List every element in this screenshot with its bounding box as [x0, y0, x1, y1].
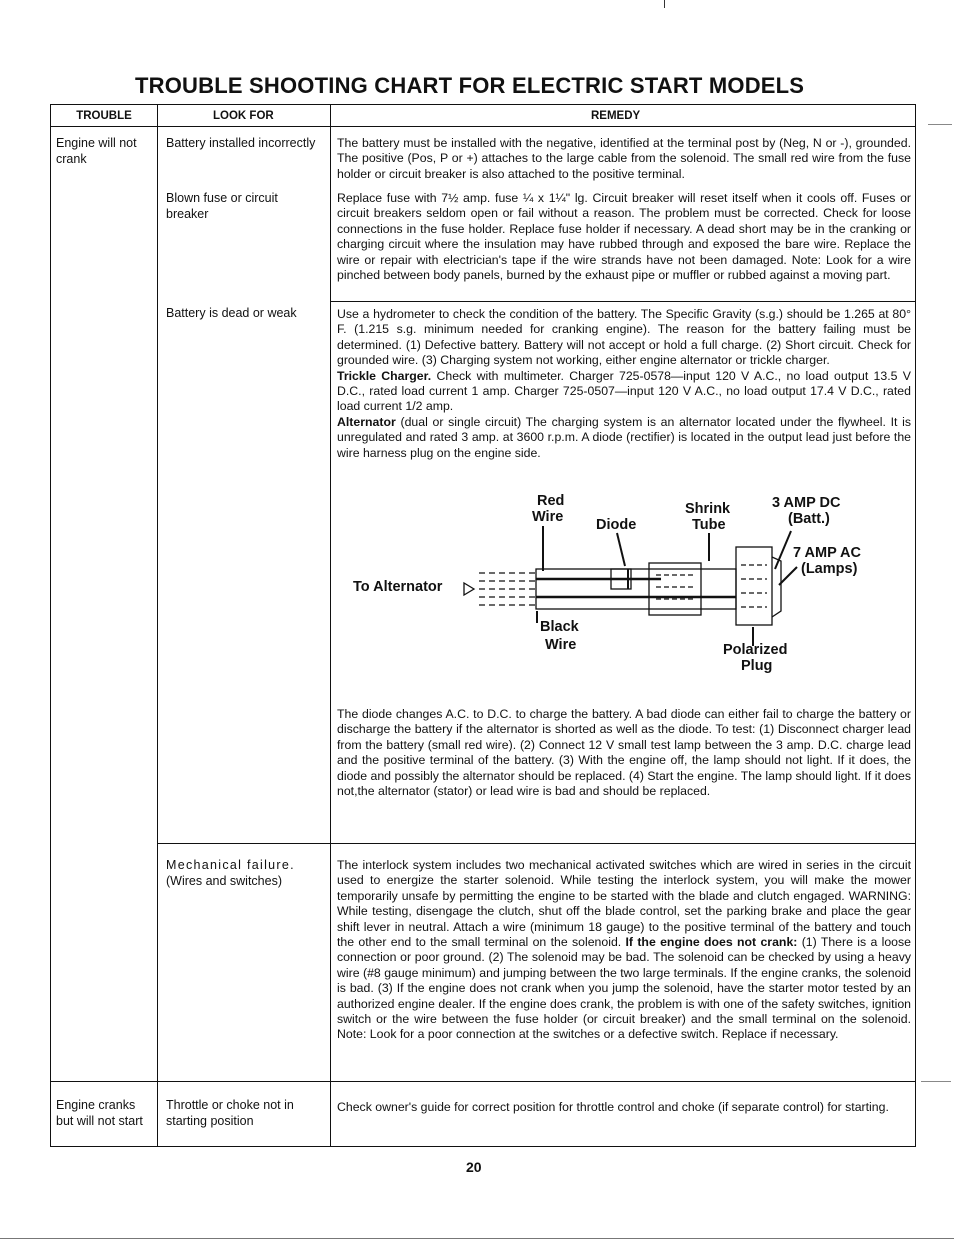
page-number: 20 — [466, 1159, 482, 1175]
remedy-cell — [331, 369, 915, 415]
label-red-wire: Wire — [532, 509, 564, 526]
connector-arrow — [464, 583, 474, 595]
shrink-tube — [649, 563, 701, 615]
look-for-cell: Throttle or choke not in starting position — [166, 1098, 294, 1128]
trickle-label: Trickle Charger. — [337, 368, 432, 383]
label-3-amp-dc: 3 AMP DC — [772, 495, 841, 512]
table-row — [51, 127, 915, 1081]
trickle-text: Check with multimeter. Charger 725-0578—input 120 V A.C., no load output 13.5 V D.C., rated load current 1 amp. Charger 725-0507—input 120 V A.C., no load output 17.4 V D.C., rated load current 1/2 amp. — [337, 368, 911, 414]
trouble-cell: Engine cranks but will not start — [51, 1082, 158, 1146]
table-header — [51, 105, 915, 127]
scan-mark-side — [928, 124, 952, 125]
label-7-amp-ac: 7 AMP AC — [793, 545, 861, 562]
label-diode: Diode — [596, 517, 637, 534]
remedy-cell: Use a hydrometer to check the condition of the battery. The Specific Gravity (s.g.) should be 1.265 at 80° F. (1.215 s.g. minimum needed for cranking engine). The reason for the battery failing must be determined. (1) Defective battery. Battery will not accept or hold a full charge. (2) Short circuit. Check for grounded wire. (3) Charging system not working, either engine alternator or trickle charger. — [337, 307, 911, 368]
remedy-cell: The battery must be installed with the negative, identified at the terminal post by (Neg, N or -), grounded. The positive (Pos, P or +) attaches to the large cable from the solenoid. The small red wire from the fuse holder or circuit breaker is also attached to the positive terminal. — [337, 136, 911, 181]
leader-3-amp-dc — [775, 531, 791, 569]
label-7-amp-ac: (Lamps) — [801, 561, 858, 578]
label-black-wire: Wire — [545, 637, 577, 654]
label-black-wire: Black — [540, 619, 579, 636]
wire-bundle — [479, 573, 536, 605]
header-trouble: TROUBLE — [51, 105, 158, 126]
scan-mark-top — [664, 0, 665, 8]
label-polarized-plug: Polarized — [723, 642, 788, 659]
remedy-cell: The diode changes A.C. to D.C. to charge the battery. A bad diode can either fail to charge the battery or discharge the battery if the alternator is shorted as well as the diode. To test: (1) Disconnect charger lead from the battery (small red wire). (2) Connect 12 V small test lamp between the 3 amp. D.C. charge lead and the positive terminal of the battery. (3) With the engine off, the lamp should not light. If it does, the diode and possibly the alternator should be replaced. (4) Start the engine. The lamp should light. If it does not,the alternator (stator) or lead wire is bad and should be replaced. — [337, 707, 911, 799]
label-3-amp-dc: (Batt.) — [788, 511, 830, 528]
scan-mark-side — [921, 1081, 951, 1082]
header-look-for: LOOK FOR — [158, 105, 331, 126]
diagram-svg — [331, 461, 913, 707]
label-to-alternator: To Alternator — [353, 579, 443, 596]
look-for-cell: (Wires and switches) — [166, 873, 282, 888]
header-remedy: REMEDY — [591, 109, 641, 122]
remedy-cell: Check owner's guide for correct position for throttle control and choke (if separate control) for starting. — [337, 1100, 889, 1114]
diode-wiring-diagram — [331, 461, 915, 707]
leader-diode — [617, 533, 625, 566]
look-for-column — [158, 1082, 331, 1146]
remedy-column — [331, 127, 915, 1081]
remedy-column — [331, 1082, 915, 1146]
polarized-plug — [736, 547, 772, 625]
wire-harness — [536, 569, 736, 609]
look-for-column — [158, 127, 331, 1081]
remedy-cell — [331, 415, 915, 461]
look-for-cell: Mechanical failure. — [166, 858, 295, 872]
interlock-text-cont: (1) There is a loose connection or poor ground. (2) The solenoid may be bad. The solenoid can be checked by using a heavy wire (#8 gauge minimum) and jumping between the two large terminals. If the engine cranks, the solenoid is bad. (3) If the engine does not crank when you jump the solenoid, have the starter motor tested by an authorized engine dealer. If the engine does crank, the problem is with one of the safety switches, ignition switch or the wire between the fuse holder (or circuit breaker) and the small terminal on the solenoid. Note: Look for a poor connection at the switches or a defective switch. Replace if necessary. — [337, 935, 911, 1042]
label-shrink-tube: Shrink — [685, 501, 731, 518]
label-shrink-tube: Tube — [692, 517, 726, 534]
page-title: TROUBLE SHOOTING CHART FOR ELECTRIC START MODELS — [135, 73, 805, 98]
interlock-text: The interlock system includes two mechanical activated switches which are wired in series in the circuit used to energize the starter solenoid. While testing the interlock system, you will make the mower temporarily unsafe by permitting the engine to be started with the blade and clutch engaged. WARNING: While testing, disengage the clutch, shut off the blade control, set the parking brake and place the gear shift lever in neutral. Attach a wire (minimum 18 gauge) to the positive terminal of the battery and touch the other end to the small terminal on the solenoid. — [337, 858, 911, 950]
table-row — [51, 1081, 915, 1146]
look-for-cell: Blown fuse or circuit breaker — [166, 191, 278, 221]
label-red-wire: Red — [537, 493, 565, 510]
scan-edge-line — [0, 1238, 954, 1239]
look-for-cell: Battery is dead or weak — [166, 306, 297, 320]
alternator-text: (dual or single circuit) The charging system is an alternator located under the flywheel. It is unregulated and rated 3 amp. at 3600 r.p.m. A diode (rectifier) is located in the output lead just before the wire harness plug on the engine side. — [337, 414, 911, 460]
label-polarized-plug: Plug — [741, 658, 773, 675]
remedy-cell: Replace fuse with 7½ amp. fuse ¼ x 1¼" lg. Circuit breaker will reset itself when it cools off. Fuses or circuit breakers seldom open or fail without a reason. The problem must be corrected. Check for loose connections in the fuse holder. Replace fuse holder if necessary. A dead short may be in the cranking or charging circuit where the insulation may have rubbed through and exposed the bare wire. Replace the wire or repair with electrician's tape if the wire strands have not been damaged. Note: Look for a wire pinched between body panels, burned by the exhaust pipe or muffler or rubbed against a moving part. — [337, 191, 911, 283]
look-for-cell: Battery installed incorrectly — [166, 136, 316, 150]
remedy-cell — [331, 858, 915, 1043]
alternator-label: Alternator — [337, 414, 396, 429]
leader-7-amp-ac — [779, 567, 797, 585]
trouble-cell: Engine will not crank — [51, 127, 158, 1081]
trouble-shooting-table — [50, 104, 916, 1147]
no-crank-label: If the engine does not crank: — [625, 935, 798, 950]
